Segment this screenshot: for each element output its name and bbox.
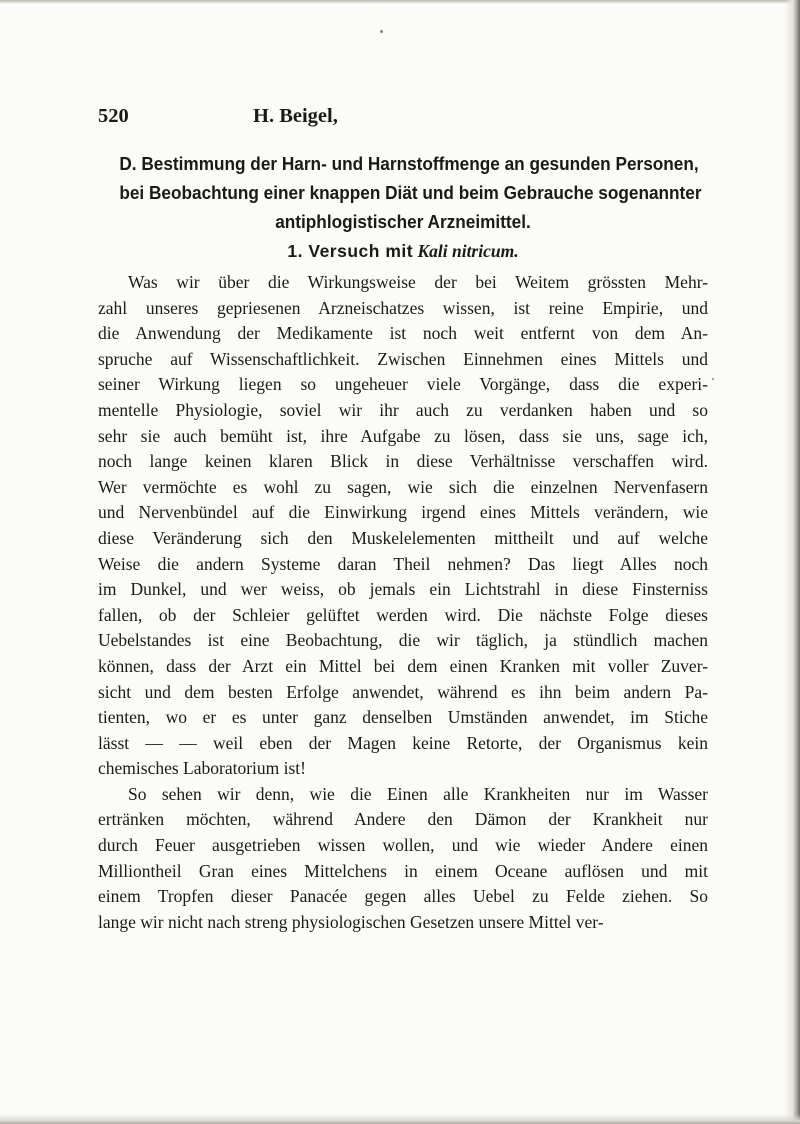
text-line: diese Veränderung sich den Muskelelementen mittheilt und auf welche — [98, 527, 708, 548]
text-line: chemisches Laboratorium ist! — [98, 758, 306, 779]
text-line: lange wir nicht nach streng physiologischen Gesetzen unsere Mittel ver- — [98, 911, 604, 932]
text-line: mentelle Physiologie, soviel wir ihr auch zu verdanken haben und so — [98, 399, 708, 420]
scan-edge-bottom — [0, 1114, 800, 1124]
text-line: sicht und dem besten Erfolge anwendet, während es ihn beim andern Pa- — [98, 681, 708, 702]
text-line: So sehen wir denn, wie die Einen alle Krankheiten nur im Wasser — [128, 783, 708, 804]
section-title-line: antiphlogistischer Arzneimittel. — [275, 211, 531, 232]
text-line: die Anwendung der Medikamente ist noch weit entfernt von dem An- — [98, 323, 708, 344]
scan-speck — [380, 30, 383, 33]
text-line: spruche auf Wissenschaftlichkeit. Zwischen Einnehmen eines Mittels und — [98, 348, 708, 369]
text-line: einem Tropfen dieser Panacée gegen alles Uebel zu Felde ziehen. So — [98, 886, 708, 907]
experiment-heading-label: 1. Versuch mit — [287, 241, 414, 261]
running-head — [98, 101, 398, 131]
text-line: können, dass der Arzt ein Mittel bei dem einen Kranken mit voller Zuver- — [98, 655, 708, 676]
experiment-heading-substance: Kali nitricum. — [417, 241, 519, 261]
text-line: tienten, wo er es unter ganz denselben Umständen anwendet, im Stiche — [98, 707, 708, 728]
text-line: Was wir über die Wirkungsweise der bei Weitem grössten Mehr- — [128, 272, 708, 292]
page-number: 520 — [98, 105, 129, 127]
text-line: Wer vermöchte es wohl zu sagen, wie sich die einzelnen Nervenfasern — [98, 476, 708, 497]
text-line: Milliontheil Gran eines Mittelchens in einem Oceane auflösen und mit — [98, 860, 708, 881]
text-line: noch lange keinen klaren Blick in diese Verhältnisse verschaffen wird. — [98, 451, 708, 472]
text-line: im Dunkel, und wer weiss, ob jemals ein Lichtstrahl in diese Finsterniss — [98, 579, 708, 600]
scan-edge-top — [0, 0, 800, 4]
text-line: fallen, ob der Schleier gelüftet werden wird. Die nächste Folge dieses — [98, 604, 708, 625]
section-title-line: bei Beobachtung einer knappen Diät und beim Gebrauche sogenannter — [119, 182, 702, 203]
text-line: Weise die andern Systeme daran Theil nehmen? Das liegt Alles noch — [98, 553, 708, 574]
text-line: lässt — — weil eben der Magen keine Retorte, der Organismus kein — [98, 732, 708, 753]
running-head-author: H. Beigel, — [253, 105, 338, 127]
text-line: und Nervenbündel auf die Einwirkung irgend eines Mittels verändern, wie — [98, 502, 708, 523]
text-line: sehr sie auch bemüht ist, ihre Aufgabe zu lösen, dass sie uns, sage ich, — [98, 425, 708, 446]
scan-edge-right — [784, 0, 800, 1124]
experiment-heading — [98, 239, 708, 263]
text-line: zahl unseres gepriesenen Arzneischatzes wissen, ist reine Empirie, und — [98, 297, 708, 318]
scan-speck — [712, 378, 714, 380]
body-text — [98, 270, 708, 935]
section-title — [119, 149, 702, 236]
section-title-line: D. Bestimmung der Harn- und Harnstoffmenge an gesunden Personen, — [119, 153, 699, 174]
text-line: ertränken möchten, während Andere den Dämon der Krankheit nur — [98, 809, 708, 830]
text-line: Uebelstandes ist eine Beobachtung, die wir täglich, ja stündlich machen — [98, 630, 708, 651]
text-line: durch Feuer ausgetrieben wissen wollen, und wie wieder Andere einen — [98, 835, 708, 856]
text-line: seiner Wirkung liegen so ungeheuer viele Vorgänge, dass die experi- — [98, 374, 708, 395]
